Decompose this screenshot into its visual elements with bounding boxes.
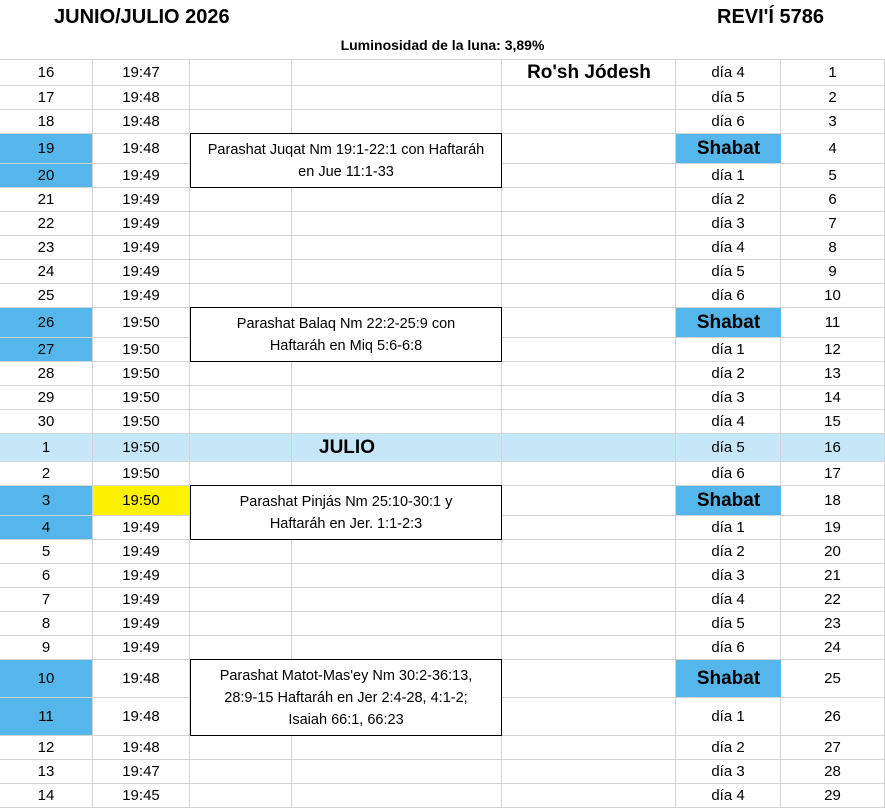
candle-time-cell: 19:49 bbox=[93, 564, 190, 588]
hebrew-date-cell: 29 bbox=[781, 784, 885, 808]
table-row bbox=[0, 410, 885, 434]
parashat-box: Parashat Juqat Nm 19:1-22:1 con Haftaráh en Jue 11:1-33 bbox=[190, 133, 502, 188]
hebrew-date-cell: 10 bbox=[781, 284, 885, 308]
empty-cell bbox=[190, 736, 292, 760]
weekday-cell: día 6 bbox=[676, 284, 781, 308]
hebrew-date-cell: 16 bbox=[781, 434, 885, 462]
candle-time-cell: 19:49 bbox=[93, 236, 190, 260]
empty-cell bbox=[190, 564, 292, 588]
rosh-jodesh-label: Ro'sh Jódesh bbox=[527, 62, 651, 83]
candle-time-cell: 19:47 bbox=[93, 760, 190, 784]
empty-cell bbox=[292, 462, 502, 486]
gregorian-day-cell: 22 bbox=[0, 212, 93, 236]
gregorian-day-cell: 5 bbox=[0, 540, 93, 564]
table-row bbox=[0, 564, 885, 588]
hebrew-date-cell: 19 bbox=[781, 516, 885, 540]
empty-cell bbox=[190, 784, 292, 808]
gregorian-day-cell: 30 bbox=[0, 410, 93, 434]
gregorian-day-cell: 7 bbox=[0, 588, 93, 612]
weekday-cell: día 2 bbox=[676, 188, 781, 212]
hebrew-date-cell: 9 bbox=[781, 260, 885, 284]
month-label: JULIO bbox=[319, 437, 375, 458]
hebrew-date-cell: 6 bbox=[781, 188, 885, 212]
hebrew-date-cell: 3 bbox=[781, 110, 885, 134]
empty-cell bbox=[502, 516, 676, 540]
empty-cell bbox=[502, 260, 676, 284]
table-row bbox=[0, 362, 885, 386]
parashat-box: Parashat Matot-Mas'ey Nm 30:2-36:13, 28:9-15 Haftaráh en Jer 2:4-28, 4:1-2; Isaiah 66:1, 66:23 bbox=[190, 659, 502, 736]
empty-cell bbox=[190, 760, 292, 784]
weekday-cell: día 1 bbox=[676, 698, 781, 736]
empty-cell bbox=[190, 410, 292, 434]
weekday-cell: día 3 bbox=[676, 760, 781, 784]
gregorian-day-cell: 18 bbox=[0, 110, 93, 134]
empty-cell bbox=[292, 60, 502, 86]
candle-time-cell: 19:49 bbox=[93, 284, 190, 308]
empty-cell bbox=[190, 462, 292, 486]
weekday-cell: día 4 bbox=[676, 784, 781, 808]
candle-time-cell: 19:50 bbox=[93, 486, 190, 516]
weekday-cell: día 2 bbox=[676, 736, 781, 760]
empty-cell bbox=[502, 362, 676, 386]
hebrew-date-cell: 20 bbox=[781, 540, 885, 564]
candle-time-cell: 19:47 bbox=[93, 60, 190, 86]
gregorian-day-cell: 26 bbox=[0, 308, 93, 338]
candle-time-cell: 19:50 bbox=[93, 386, 190, 410]
empty-cell bbox=[292, 260, 502, 284]
weekday-cell: día 2 bbox=[676, 540, 781, 564]
empty-cell bbox=[502, 284, 676, 308]
weekday-cell: día 1 bbox=[676, 516, 781, 540]
candle-time-cell: 19:49 bbox=[93, 636, 190, 660]
empty-cell bbox=[502, 612, 676, 636]
header-right-title: REVI'Í 5786 bbox=[717, 6, 825, 28]
weekday-cell: día 4 bbox=[676, 588, 781, 612]
candle-time-cell: 19:50 bbox=[93, 338, 190, 362]
table-row bbox=[0, 736, 885, 760]
table-row bbox=[0, 760, 885, 784]
candle-time-cell: 19:50 bbox=[93, 308, 190, 338]
empty-cell bbox=[292, 784, 502, 808]
empty-cell bbox=[502, 212, 676, 236]
hebrew-date-cell: 27 bbox=[781, 736, 885, 760]
empty-cell bbox=[502, 188, 676, 212]
gregorian-day-cell: 14 bbox=[0, 784, 93, 808]
gregorian-day-cell: 13 bbox=[0, 760, 93, 784]
empty-cell bbox=[292, 760, 502, 784]
hebrew-date-cell: 15 bbox=[781, 410, 885, 434]
empty-cell bbox=[292, 540, 502, 564]
table-row bbox=[0, 212, 885, 236]
empty-cell bbox=[190, 636, 292, 660]
empty-cell bbox=[190, 362, 292, 386]
weekday-cell: día 4 bbox=[676, 236, 781, 260]
hebrew-date-cell: 21 bbox=[781, 564, 885, 588]
gregorian-day-cell: 27 bbox=[0, 338, 93, 362]
hebrew-date-cell: 22 bbox=[781, 588, 885, 612]
hebrew-date-cell: 17 bbox=[781, 462, 885, 486]
empty-cell bbox=[502, 564, 676, 588]
candle-time-cell: 19:45 bbox=[93, 784, 190, 808]
table-row bbox=[0, 86, 885, 110]
empty-cell bbox=[502, 110, 676, 134]
shabat-label: Shabat bbox=[676, 660, 781, 697]
empty-cell bbox=[502, 636, 676, 660]
weekday-cell: día 1 bbox=[676, 164, 781, 188]
table-row bbox=[0, 260, 885, 284]
weekday-cell: día 6 bbox=[676, 636, 781, 660]
candle-time-cell: 19:50 bbox=[93, 362, 190, 386]
candle-time-cell: 19:50 bbox=[93, 434, 190, 462]
hebrew-date-cell: 25 bbox=[781, 660, 885, 698]
candle-time-cell: 19:50 bbox=[93, 462, 190, 486]
candle-time-cell: 19:49 bbox=[93, 612, 190, 636]
empty-cell bbox=[190, 588, 292, 612]
parashat-box: Parashat Balaq Nm 22:2-25:9 con Haftaráh en Miq 5:6-6:8 bbox=[190, 307, 502, 362]
empty-cell bbox=[190, 260, 292, 284]
table-row bbox=[0, 60, 885, 86]
weekday-cell: día 6 bbox=[676, 110, 781, 134]
gregorian-day-cell: 4 bbox=[0, 516, 93, 540]
empty-cell bbox=[190, 434, 292, 462]
gregorian-day-cell: 9 bbox=[0, 636, 93, 660]
table-row bbox=[0, 540, 885, 564]
hebrew-date-cell: 1 bbox=[781, 60, 885, 86]
table-row bbox=[0, 188, 885, 212]
candle-time-cell: 19:49 bbox=[93, 540, 190, 564]
gregorian-day-cell: 21 bbox=[0, 188, 93, 212]
gregorian-day-cell: 8 bbox=[0, 612, 93, 636]
candle-time-cell: 19:48 bbox=[93, 86, 190, 110]
hebrew-date-cell: 14 bbox=[781, 386, 885, 410]
table-row bbox=[0, 784, 885, 808]
empty-cell bbox=[502, 86, 676, 110]
table-row bbox=[0, 462, 885, 486]
gregorian-day-cell: 10 bbox=[0, 660, 93, 698]
empty-cell bbox=[190, 60, 292, 86]
empty-cell bbox=[190, 212, 292, 236]
hebrew-date-cell: 11 bbox=[781, 308, 885, 338]
empty-cell bbox=[502, 386, 676, 410]
candle-time-cell: 19:49 bbox=[93, 188, 190, 212]
header-left-title: JUNIO/JULIO 2026 bbox=[54, 6, 230, 28]
gregorian-day-cell: 3 bbox=[0, 486, 93, 516]
empty-cell bbox=[502, 660, 676, 698]
candle-time-cell: 19:48 bbox=[93, 110, 190, 134]
weekday-cell: día 2 bbox=[676, 362, 781, 386]
weekday-cell: día 5 bbox=[676, 612, 781, 636]
weekday-cell: día 3 bbox=[676, 386, 781, 410]
empty-cell bbox=[502, 236, 676, 260]
empty-cell bbox=[190, 86, 292, 110]
gregorian-day-cell: 6 bbox=[0, 564, 93, 588]
empty-cell bbox=[190, 284, 292, 308]
gregorian-day-cell: 29 bbox=[0, 386, 93, 410]
candle-time-cell: 19:48 bbox=[93, 660, 190, 698]
empty-cell bbox=[292, 362, 502, 386]
gregorian-day-cell: 2 bbox=[0, 462, 93, 486]
candle-time-cell: 19:49 bbox=[93, 260, 190, 284]
empty-cell bbox=[502, 134, 676, 164]
shabat-label: Shabat bbox=[676, 308, 781, 337]
hebrew-date-cell: 24 bbox=[781, 636, 885, 660]
grid-top-border bbox=[0, 59, 885, 60]
candle-time-cell: 19:48 bbox=[93, 698, 190, 736]
gregorian-day-cell: 23 bbox=[0, 236, 93, 260]
empty-cell bbox=[292, 188, 502, 212]
hebrew-date-cell: 5 bbox=[781, 164, 885, 188]
table-row bbox=[0, 236, 885, 260]
hebrew-date-cell: 7 bbox=[781, 212, 885, 236]
weekday-cell: día 1 bbox=[676, 338, 781, 362]
weekday-cell: día 4 bbox=[676, 410, 781, 434]
empty-cell bbox=[190, 188, 292, 212]
empty-cell bbox=[292, 736, 502, 760]
moon-luminosity: Luminosidad de la luna: 3,89% bbox=[340, 37, 545, 53]
empty-cell bbox=[292, 612, 502, 636]
empty-cell bbox=[502, 164, 676, 188]
empty-cell bbox=[502, 588, 676, 612]
empty-cell bbox=[502, 434, 676, 462]
empty-cell bbox=[292, 110, 502, 134]
shabat-label: Shabat bbox=[676, 134, 781, 163]
hebrew-date-cell: 12 bbox=[781, 338, 885, 362]
empty-cell bbox=[292, 284, 502, 308]
empty-cell bbox=[502, 540, 676, 564]
hebrew-date-cell: 13 bbox=[781, 362, 885, 386]
empty-cell bbox=[502, 760, 676, 784]
weekday-cell: día 4 bbox=[676, 60, 781, 86]
weekday-cell: día 3 bbox=[676, 212, 781, 236]
hebrew-date-cell: 2 bbox=[781, 86, 885, 110]
empty-cell bbox=[502, 462, 676, 486]
gregorian-day-cell: 19 bbox=[0, 134, 93, 164]
empty-cell bbox=[190, 386, 292, 410]
empty-cell bbox=[190, 612, 292, 636]
empty-cell bbox=[502, 784, 676, 808]
empty-cell bbox=[190, 236, 292, 260]
weekday-cell: día 3 bbox=[676, 564, 781, 588]
table-row bbox=[0, 284, 885, 308]
gregorian-day-cell: 1 bbox=[0, 434, 93, 462]
empty-cell bbox=[292, 236, 502, 260]
weekday-cell: día 5 bbox=[676, 434, 781, 462]
empty-cell bbox=[502, 308, 676, 338]
hebrew-date-cell: 4 bbox=[781, 134, 885, 164]
gregorian-day-cell: 28 bbox=[0, 362, 93, 386]
empty-cell bbox=[292, 588, 502, 612]
gregorian-day-cell: 24 bbox=[0, 260, 93, 284]
table-row bbox=[0, 612, 885, 636]
candle-time-cell: 19:49 bbox=[93, 588, 190, 612]
gregorian-day-cell: 20 bbox=[0, 164, 93, 188]
candle-time-cell: 19:48 bbox=[93, 134, 190, 164]
empty-cell bbox=[502, 698, 676, 736]
parashat-box: Parashat Pinjás Nm 25:10-30:1 y Haftaráh en Jer. 1:1-2:3 bbox=[190, 485, 502, 540]
gregorian-day-cell: 16 bbox=[0, 60, 93, 86]
candle-time-cell: 19:49 bbox=[93, 212, 190, 236]
empty-cell bbox=[292, 410, 502, 434]
empty-cell bbox=[190, 540, 292, 564]
empty-cell bbox=[292, 636, 502, 660]
table-row bbox=[0, 636, 885, 660]
gregorian-day-cell: 25 bbox=[0, 284, 93, 308]
empty-cell bbox=[502, 486, 676, 516]
hebrew-date-cell: 23 bbox=[781, 612, 885, 636]
weekday-cell: día 5 bbox=[676, 260, 781, 284]
table-row bbox=[0, 386, 885, 410]
gregorian-day-cell: 12 bbox=[0, 736, 93, 760]
empty-cell bbox=[502, 338, 676, 362]
table-row bbox=[0, 110, 885, 134]
candle-time-cell: 19:50 bbox=[93, 410, 190, 434]
hebrew-date-cell: 18 bbox=[781, 486, 885, 516]
hebrew-date-cell: 26 bbox=[781, 698, 885, 736]
weekday-cell: día 5 bbox=[676, 86, 781, 110]
gregorian-day-cell: 11 bbox=[0, 698, 93, 736]
empty-cell bbox=[292, 564, 502, 588]
empty-cell bbox=[292, 212, 502, 236]
candle-time-cell: 19:49 bbox=[93, 516, 190, 540]
shabat-label: Shabat bbox=[676, 486, 781, 515]
empty-cell bbox=[292, 386, 502, 410]
hebrew-date-cell: 28 bbox=[781, 760, 885, 784]
weekday-cell: día 6 bbox=[676, 462, 781, 486]
table-row bbox=[0, 588, 885, 612]
gregorian-day-cell: 17 bbox=[0, 86, 93, 110]
empty-cell bbox=[190, 110, 292, 134]
hebrew-date-cell: 8 bbox=[781, 236, 885, 260]
empty-cell bbox=[502, 736, 676, 760]
empty-cell bbox=[502, 410, 676, 434]
candle-time-cell: 19:48 bbox=[93, 736, 190, 760]
empty-cell bbox=[292, 86, 502, 110]
table-row bbox=[0, 434, 885, 462]
candle-time-cell: 19:49 bbox=[93, 164, 190, 188]
